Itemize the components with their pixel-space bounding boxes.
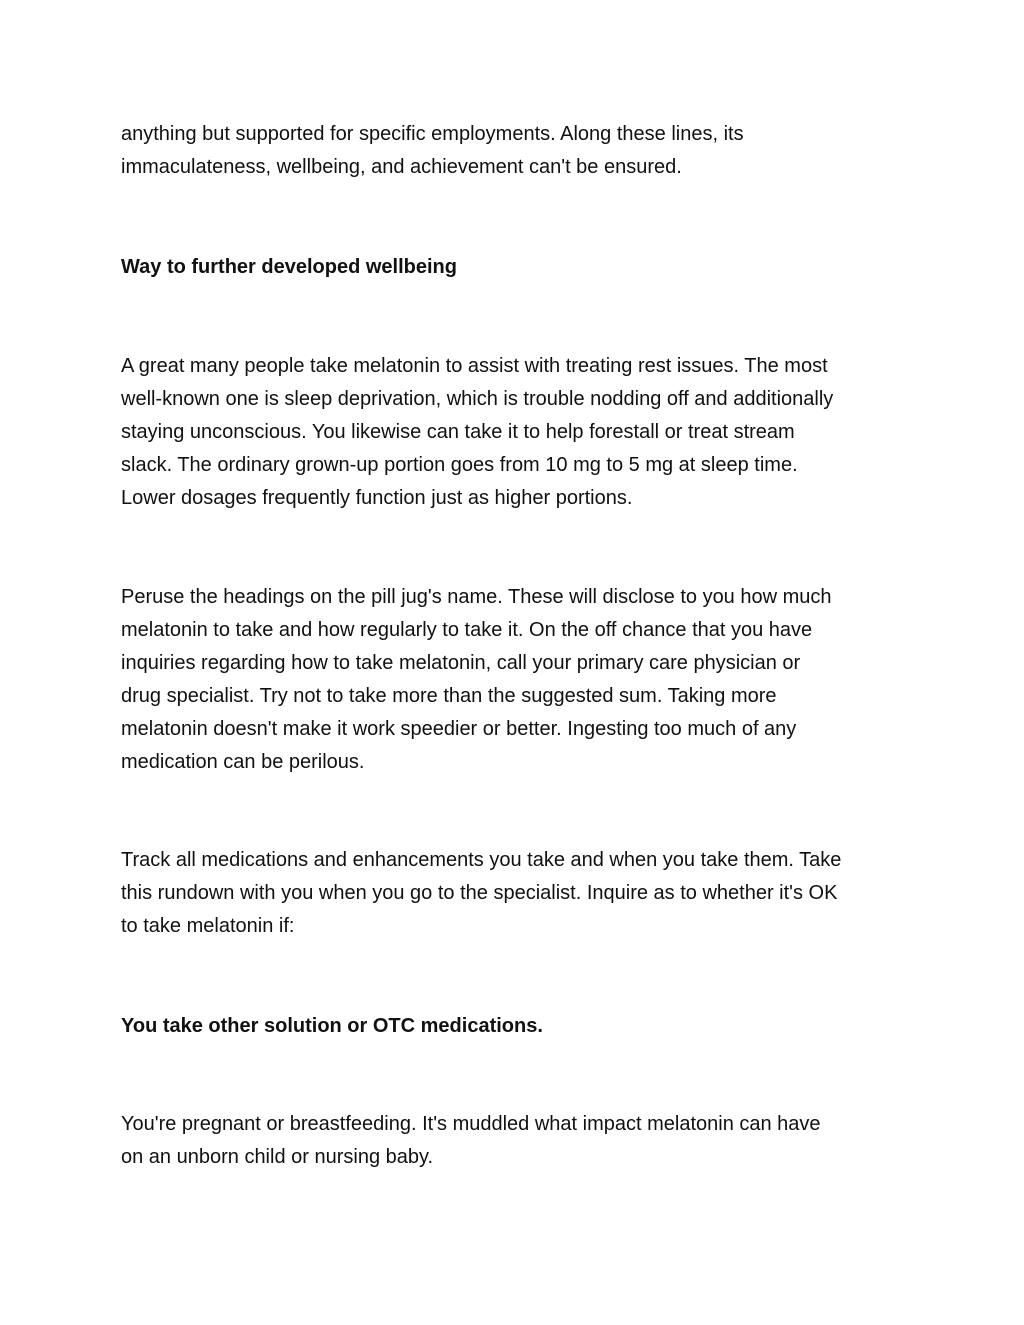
section-heading-wellbeing: Way to further developed wellbeing (121, 256, 457, 278)
paragraph-sleep-issues: A great many people take melatonin to assist with treating rest issues. The most well-known one is sleep deprivation, which is trouble nodding off and additionally staying unconscious. You likewise can take it to help forestall or treat stream slack. The ordinary grown-up portion goes from 10 mg to 5 mg at sleep time. Lower dosages frequently function just as higher portions. (121, 355, 834, 509)
paragraph-dosage-directions: Peruse the headings on the pill jug's name. These will disclose to you how much melatonin to take and how regularly to take it. On the off chance that you have inquiries regarding how to take melatonin, call your primary care physician or drug specialist. Try not to take more than the suggested sum. Taking more melatonin doesn't make it work speedier or better. Ingesting too much of any medication can be perilous. (121, 586, 832, 773)
paragraph-intro: anything but supported for specific employments. Along these lines, its immaculateness, wellbeing, and achievement can't be ensured. (121, 123, 744, 178)
section-heading-otc: You take other solution or OTC medications. (121, 1015, 543, 1037)
paragraph-track-medications: Track all medications and enhancements you take and when you take them. Take this rundown with you when you go to the specialist. Inquire as to whether it's OK to take melatonin if: (121, 849, 842, 937)
paragraph-pregnancy: You're pregnant or breastfeeding. It's muddled what impact melatonin can have on an unborn child or nursing baby. (121, 1113, 821, 1168)
